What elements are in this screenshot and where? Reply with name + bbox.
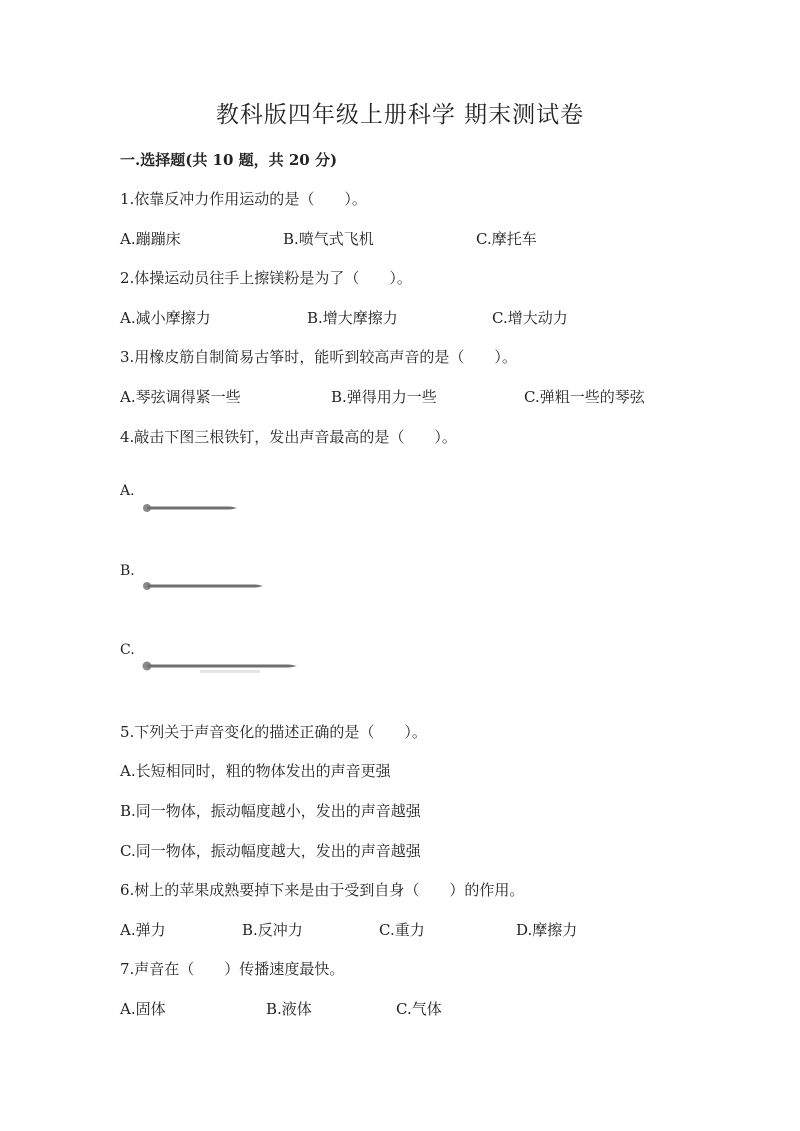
nail-label-c: C.: [120, 642, 135, 658]
q2-option-c: C.增大动力: [492, 309, 568, 327]
question-5: 5.下列关于声音变化的描述正确的是（ ）。: [120, 723, 427, 741]
question-2: 2.体操运动员往手上擦镁粉是为了（ ）。: [120, 269, 412, 287]
nail-b-image: [140, 578, 270, 594]
question-4: 4.敲击下图三根铁钉，发出声音最高的是（ ）。: [120, 428, 457, 446]
q7-option-a: A.固体: [120, 1000, 166, 1018]
question-6: 6.树上的苹果成熟要掉下来是由于受到自身（ ）的作用。: [120, 881, 525, 899]
q6-option-b: B.反冲力: [242, 921, 303, 939]
section-heading: 一.选择题(共 10 题，共 20 分): [120, 151, 338, 169]
q7-option-b: B.液体: [266, 1000, 312, 1018]
q3-option-a: A.琴弦调得紧一些: [120, 388, 241, 406]
nail-a-image: [140, 500, 250, 516]
q6-option-c: C.重力: [379, 921, 425, 939]
question-7: 7.声音在（ ）传播速度最快。: [120, 960, 345, 978]
q7-option-c: C.气体: [396, 1000, 442, 1018]
question-3: 3.用橡皮筋自制简易古筝时，能听到较高声音的是（ ）。: [120, 348, 517, 366]
q1-option-b: B.喷气式飞机: [283, 230, 374, 248]
q3-option-b: B.弹得用力一些: [331, 388, 437, 406]
q1-option-c: C.摩托车: [476, 230, 537, 248]
q5-option-c: C.同一物体，振动幅度越大，发出的声音越强: [120, 842, 421, 860]
nail-c-image: [140, 657, 305, 677]
nail-label-b: B.: [120, 563, 135, 579]
nail-label-a: A.: [120, 483, 135, 499]
q5-option-a: A.长短相同时，粗的物体发出的声音更强: [120, 762, 391, 780]
q2-option-b: B.增大摩擦力: [307, 309, 398, 327]
q1-option-a: A.蹦蹦床: [120, 230, 181, 248]
q2-option-a: A.减小摩擦力: [120, 309, 211, 327]
q6-option-d: D.摩擦力: [516, 921, 578, 939]
q6-option-a: A.弹力: [120, 921, 166, 939]
page-title: 教科版四年级上册科学 期末测试卷: [215, 102, 585, 128]
q5-option-b: B.同一物体，振动幅度越小，发出的声音越强: [120, 802, 421, 820]
question-1: 1.依靠反冲力作用运动的是（ ）。: [120, 190, 367, 208]
q3-option-c: C.弹粗一些的琴弦: [524, 388, 645, 406]
